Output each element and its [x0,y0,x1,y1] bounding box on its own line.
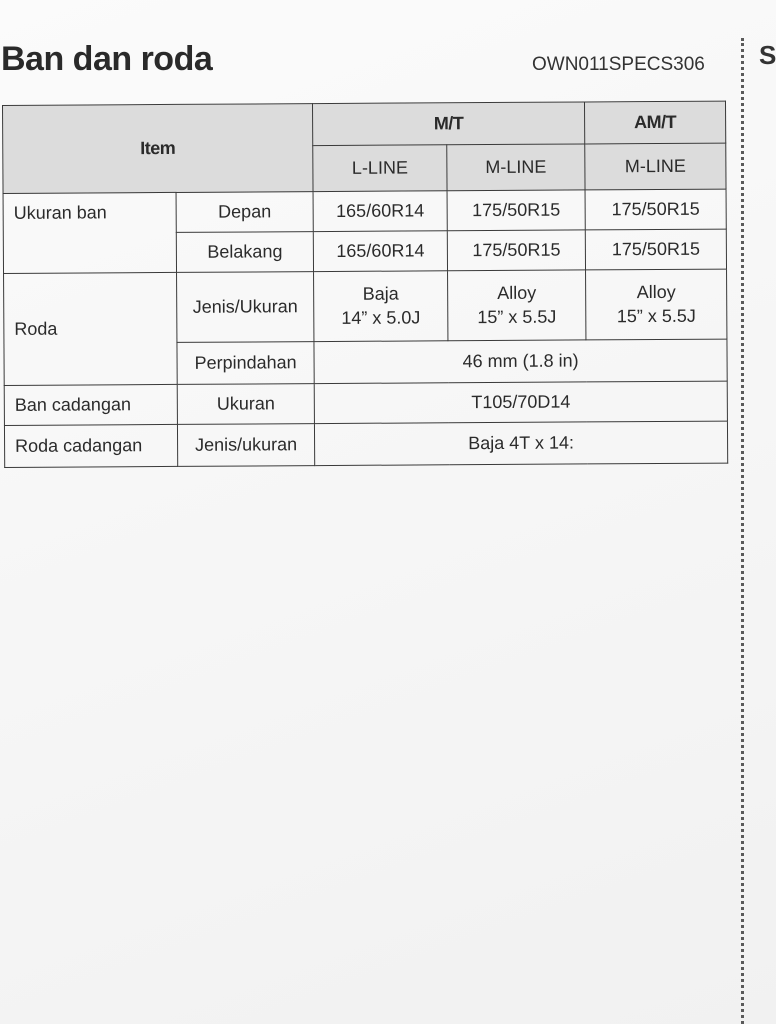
header-amt: AM/T [585,101,726,144]
table-row-spare-tyre [4,381,727,425]
next-page-edge-letter: S [759,40,776,70]
table-row-wheel-type [4,269,727,343]
cell-wheel-l-line [314,271,448,342]
label-rear: Belakang [176,232,313,273]
cell-wheel-m-line-amt-material: Alloy [636,281,676,303]
cell-wheel-m-line-mt [448,270,586,341]
label-spare-wheel-type-size: Jenis/ukuran [177,424,314,467]
header-mt: M/T [313,102,585,146]
tyre-wheel-spec-table [2,101,728,468]
label-wheel-type-size: Jenis/Ukuran [177,272,314,343]
label-wheel: Roda [4,272,178,385]
cell-wheel-m-line-amt [586,269,727,340]
page-title: Ban dan roda [1,40,213,78]
label-front: Depan [176,192,313,233]
label-spare-tyre: Ban cadangan [4,384,177,425]
cell-wheel-m-line-amt-size: 15” x 5.5J [616,305,696,326]
cell-front-m-line-amt: 175/50R15 [585,189,726,230]
cell-offset-value: 46 mm (1.8 in) [314,339,727,384]
cell-front-m-line-mt: 175/50R15 [447,190,585,231]
cell-spare-tyre-value: T105/70D14 [314,381,727,424]
header-l-line: L-LINE [313,145,447,192]
cell-wheel-l-line-material: Baja [362,283,399,304]
label-tyre-size: Ukuran ban [3,192,176,273]
cell-wheel-l-line-size: 14” x 5.0J [341,306,421,328]
cell-spare-wheel-value: Baja 4T x 14: [314,421,727,466]
header-row-1 [3,101,726,147]
cell-wheel-m-line-mt-material: Alloy [497,282,537,304]
header-m-line-mt: M-LINE [447,144,585,191]
cell-rear-l-line: 165/60R14 [313,231,447,272]
document-code: OWN011SPECS306 [532,54,705,75]
table-row-front-tyre [3,189,726,233]
label-offset: Perpindahan [177,342,314,385]
cell-rear-m-line-amt: 175/50R15 [585,229,726,270]
label-spare-tyre-size: Ukuran [177,384,314,425]
label-spare-wheel: Roda cadangan [4,424,177,467]
header-item: Item [3,104,314,194]
cell-rear-m-line-mt: 175/50R15 [447,230,585,271]
table-row-spare-wheel [4,421,727,467]
cell-wheel-m-line-mt-size: 15” x 5.5J [477,306,557,327]
dotted-margin-line [741,38,744,1024]
header-m-line-amt: M-LINE [585,143,726,190]
cell-front-l-line: 165/60R14 [313,191,447,232]
